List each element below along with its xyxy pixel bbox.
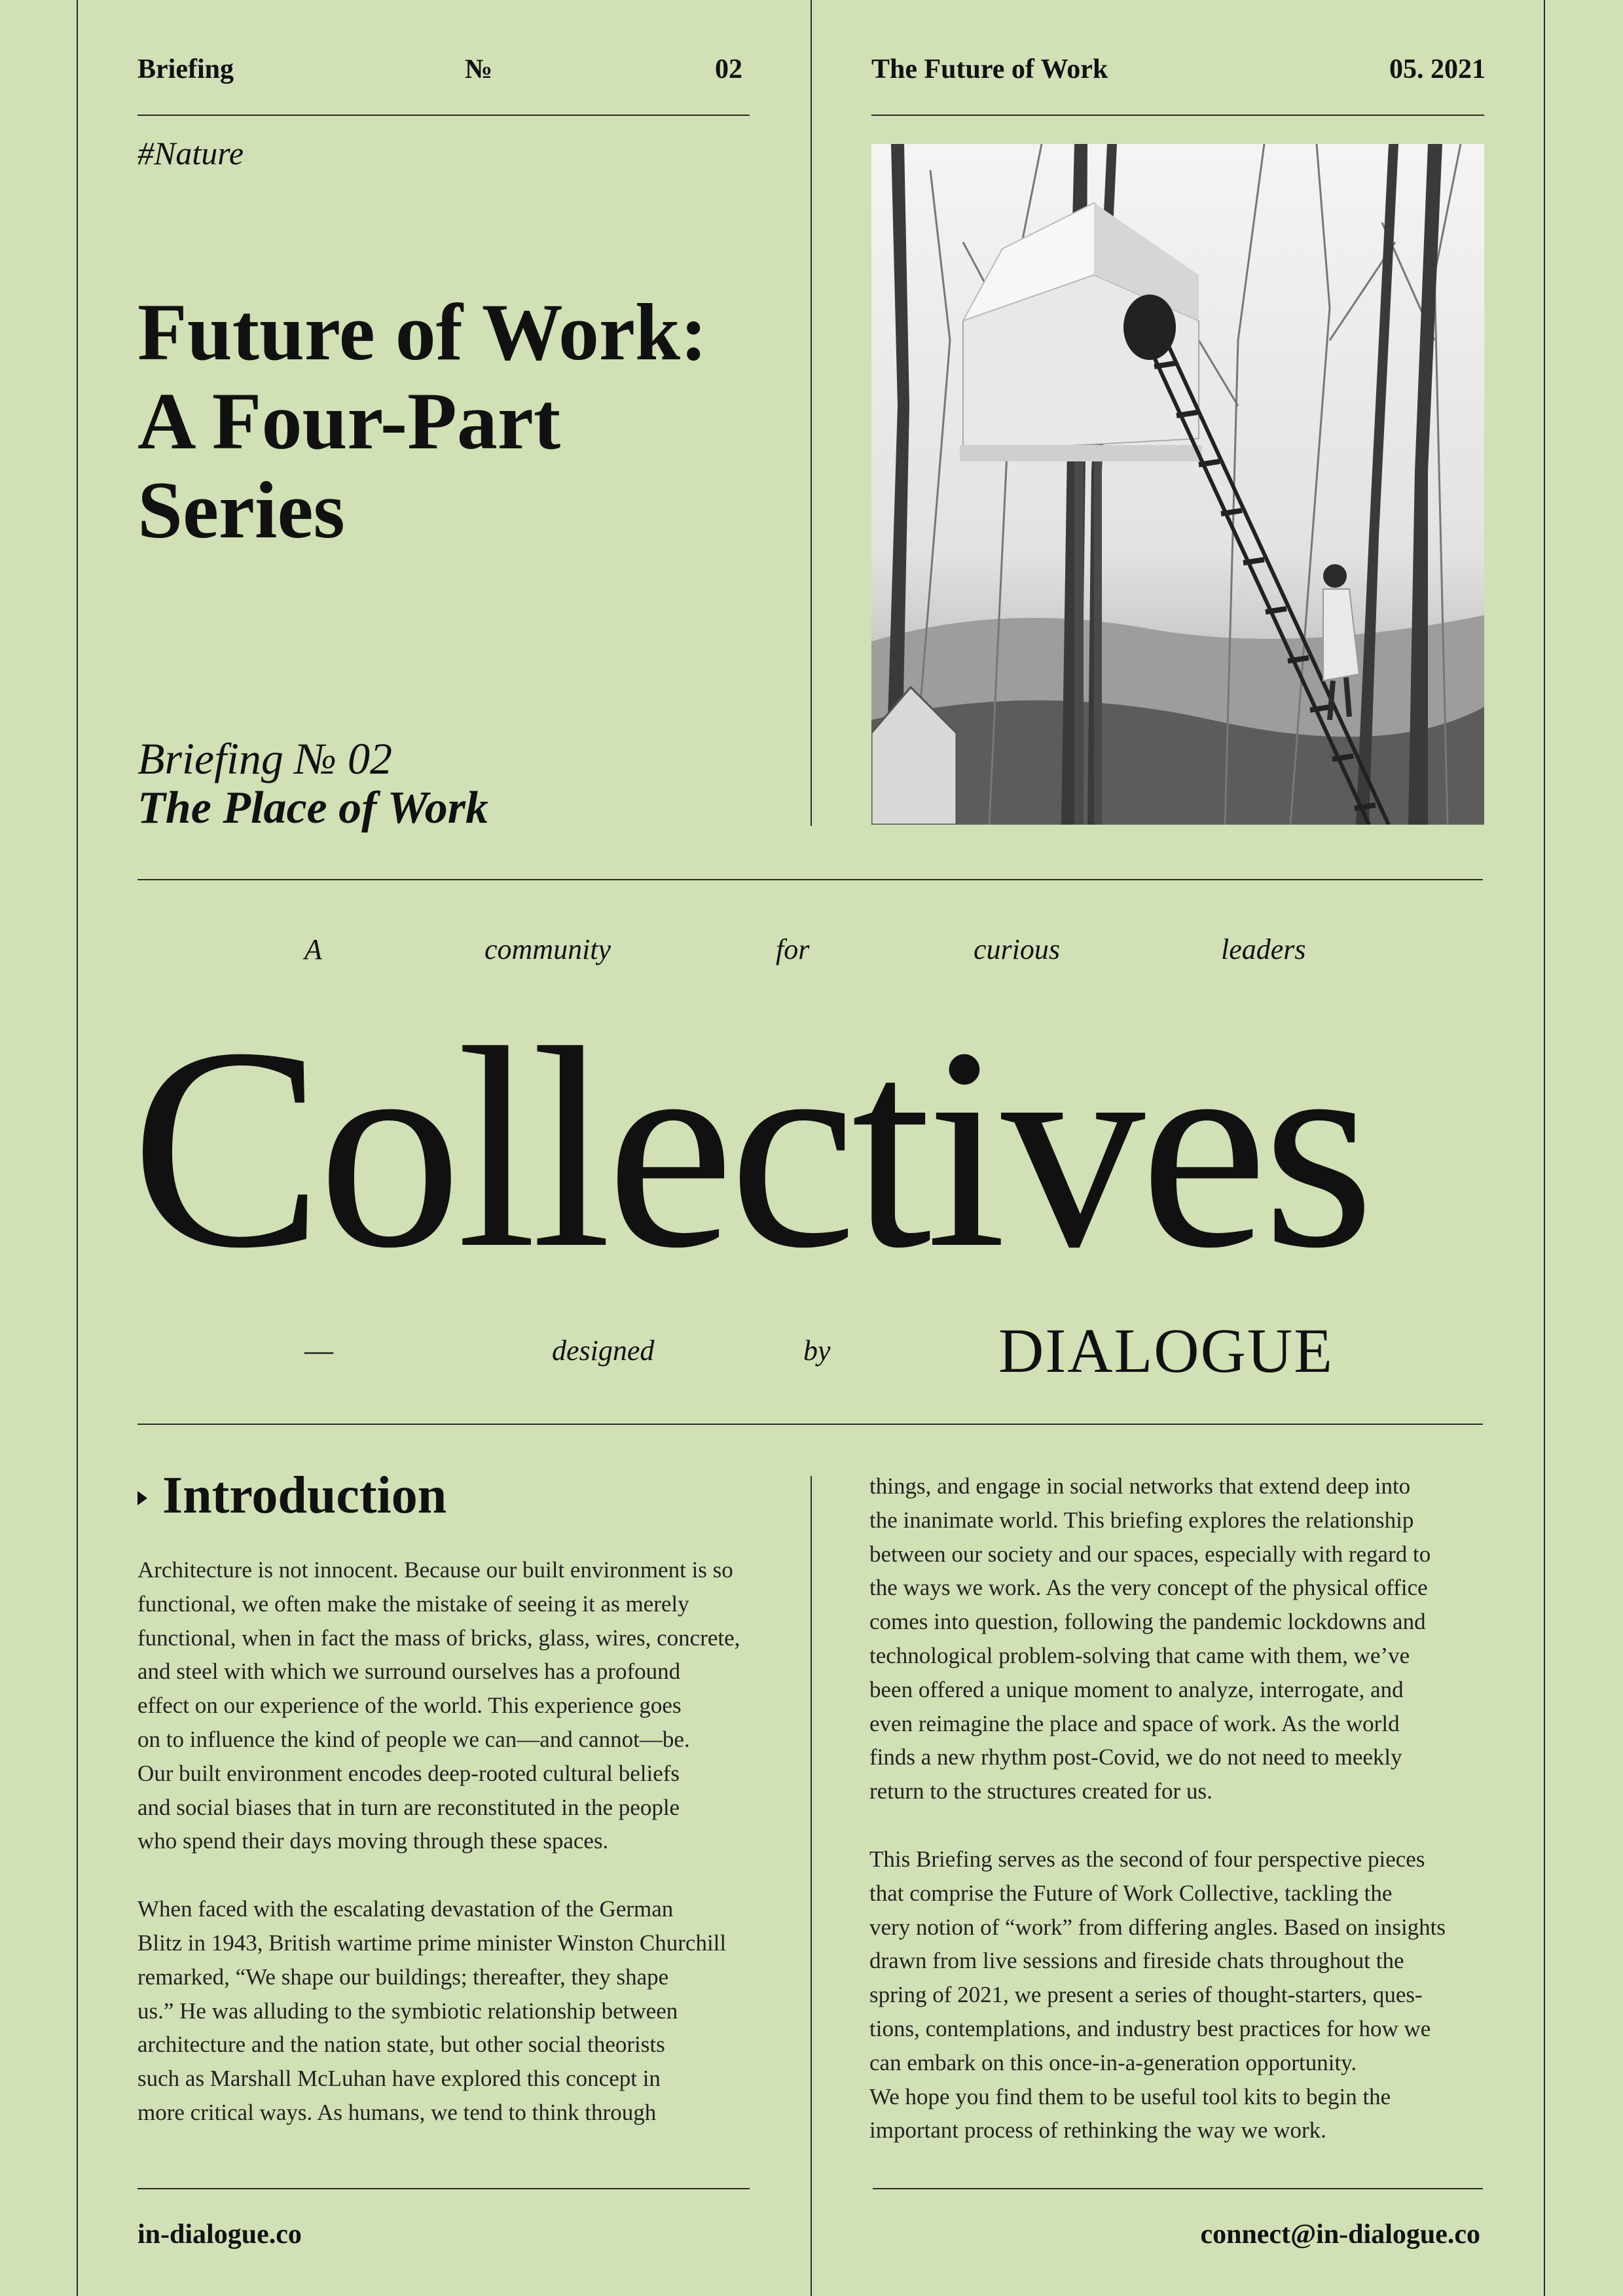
text-line: very notion of “work” from differing angles. Based on insights bbox=[869, 1914, 1446, 1940]
intro-column-right bbox=[869, 1469, 1491, 2147]
title-line: A Four-Part bbox=[137, 376, 561, 466]
text-line: This Briefing serves as the second of four perspective pieces bbox=[869, 1846, 1425, 1872]
text-line: effect on our experience of the world. This experience goes bbox=[137, 1693, 682, 1719]
top-column-divider bbox=[811, 0, 812, 826]
text-line: architecture and the nation state, but other social theorists bbox=[137, 2032, 665, 2058]
text-line: the inanimate world. This briefing explores the relationship bbox=[869, 1507, 1414, 1533]
text-line: tions, contemplations, and industry best practices for how we bbox=[869, 2015, 1431, 2041]
text-line: things, and engage in social networks that extend deep into bbox=[869, 1473, 1411, 1499]
intro-paragraph bbox=[869, 1842, 1491, 2147]
text-line: and steel with which we surround ourselves has a profound bbox=[137, 1659, 681, 1685]
intro-heading: Introduction bbox=[162, 1467, 447, 1524]
triangle-bullet-icon bbox=[137, 1491, 147, 1505]
text-line: us.” He was alluding to the symbiotic relationship between bbox=[137, 1998, 678, 2024]
header-date: 05. 2021 bbox=[1389, 54, 1486, 84]
right-frame-line bbox=[1544, 0, 1545, 2296]
section-rule-bottom bbox=[137, 1424, 1483, 1425]
text-line: the ways we work. As the very concept of the physical office bbox=[869, 1575, 1428, 1601]
intro-column-left bbox=[137, 1553, 759, 2130]
text-line: technological problem-solving that came with them, we’ve bbox=[869, 1642, 1410, 1668]
section-rule-top bbox=[137, 879, 1483, 880]
footer-rule-left bbox=[137, 2188, 750, 2189]
byline-dash: — bbox=[304, 1335, 333, 1367]
text-line: functional, we often make the mistake of seeing it as merely bbox=[137, 1590, 689, 1617]
text-line: can embark on this once-in-a-generation opportunity. bbox=[869, 2049, 1357, 2075]
text-line: We hope you find them to be useful tool kits to begin the bbox=[869, 2083, 1391, 2109]
tagline-word: A bbox=[304, 933, 322, 965]
text-line: between our society and our spaces, especially with regard to bbox=[869, 1541, 1431, 1567]
text-line: functional, when in fact the mass of bricks, glass, wires, concrete, bbox=[137, 1624, 740, 1651]
byline-designed: designed bbox=[552, 1335, 655, 1367]
subtitle-briefing: Briefing № 02 bbox=[137, 734, 392, 783]
text-line: who spend their days moving through these spaces. bbox=[137, 1828, 609, 1854]
email-link[interactable]: connect@in-dialogue.co bbox=[1200, 2219, 1480, 2250]
intro-paragraph bbox=[137, 1892, 759, 2130]
byline-by: by bbox=[803, 1335, 831, 1367]
text-line: remarked, “We shape our buildings; thereafter, they shape bbox=[137, 1964, 669, 1990]
subtitle-topic: The Place of Work bbox=[137, 783, 488, 833]
text-line: Blitz in 1943, British wartime prime minister Winston Churchill bbox=[137, 1929, 727, 1956]
title-line: Future of Work: bbox=[137, 287, 708, 377]
left-frame-line bbox=[77, 0, 78, 2296]
text-line: When faced with the escalating devastation of the German bbox=[137, 1896, 674, 1922]
text-line: that comprise the Future of Work Collective, tackling the bbox=[869, 1880, 1393, 1906]
header-numero-sign: № bbox=[465, 54, 493, 84]
tagline-word: curious bbox=[974, 933, 1060, 965]
tagline-word: for bbox=[776, 933, 810, 965]
tagline-word: leaders bbox=[1221, 933, 1306, 965]
text-line: even reimagine the place and space of work. As the world bbox=[869, 1710, 1400, 1736]
text-line: Our built environment encodes deep-rooted cultural beliefs bbox=[137, 1760, 680, 1786]
text-line: and social biases that in turn are reconstituted in the people bbox=[137, 1794, 680, 1820]
text-line: drawn from live sessions and fireside chats throughout the bbox=[869, 1948, 1404, 1974]
text-line: spring of 2021, we present a series of thought-starters, ques- bbox=[869, 1982, 1423, 2008]
text-line: finds a new rhythm post-Covid, we do not need to meekly bbox=[869, 1744, 1402, 1770]
intro-paragraph bbox=[137, 1553, 759, 1858]
text-line: return to the structures created for us. bbox=[869, 1778, 1213, 1804]
dialogue-logo: DIALOGUE bbox=[998, 1316, 1334, 1386]
text-line: comes into question, following the pandemic lockdowns and bbox=[869, 1609, 1426, 1635]
body-column-divider bbox=[811, 1476, 812, 2296]
tagline-word: community bbox=[484, 933, 611, 965]
hashtag: #Nature bbox=[137, 135, 244, 171]
collectives-wordmark: Collectives bbox=[131, 989, 1370, 1308]
treehouse-photo bbox=[871, 144, 1484, 825]
text-line: been offered a unique moment to analyze, interrogate, and bbox=[869, 1676, 1404, 1702]
header-rule-right bbox=[871, 115, 1484, 116]
text-line: such as Marshall McLuhan have explored this concept in bbox=[137, 2066, 661, 2092]
header-rule-left bbox=[137, 115, 750, 116]
header-briefing-label: Briefing bbox=[137, 54, 234, 84]
text-line: Architecture is not innocent. Because our built environment is so bbox=[137, 1557, 733, 1583]
footer-rule-right bbox=[873, 2188, 1483, 2189]
text-line: on to influence the kind of people we can—and cannot—be. bbox=[137, 1726, 690, 1752]
text-line: more critical ways. As humans, we tend to think through bbox=[137, 2099, 657, 2125]
title-line: Series bbox=[137, 465, 345, 555]
website-link[interactable]: in-dialogue.co bbox=[137, 2219, 302, 2250]
header-issue-number: 02 bbox=[715, 54, 742, 84]
page-title bbox=[137, 288, 792, 555]
text-line: important process of rethinking the way we work. bbox=[869, 2117, 1326, 2144]
intro-paragraph bbox=[869, 1469, 1491, 1808]
header-series-name: The Future of Work bbox=[871, 54, 1108, 84]
